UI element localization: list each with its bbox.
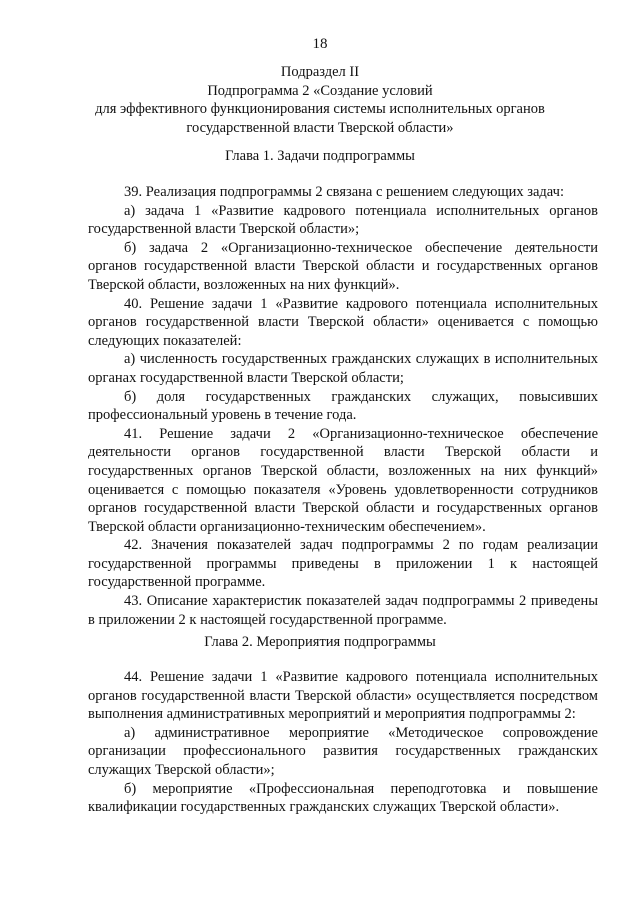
page-number: 18 bbox=[312, 36, 328, 52]
subprogram-title-line2: для эффективного функционирования системы исполнительных органов bbox=[95, 101, 545, 117]
paragraph-40b: б) доля государственных гражданских служащих, повысивших профессиональный уровень в течение года. bbox=[88, 388, 598, 424]
subsection-title: Подраздел II bbox=[280, 64, 360, 80]
paragraph-43: 43. Описание характеристик показателей задач подпрограммы 2 приведены в приложении 2 к настоящей государственной программе. bbox=[88, 593, 598, 628]
paragraph-41: 41. Решение задачи 2 «Организационно-техническое обеспечение деятельности органов государственной власти Тверской области и государственных органов Тверской области, возложенных на них функций» оценивается с помощью показателя «Уровень удовлетворенности сотрудников органов государственной власти Тверской области и государственных органов Тверской области организационно-техническим обеспечением». bbox=[88, 425, 598, 535]
paragraph-39: 39. Реализация подпрограммы 2 связана с решением следующих задач: bbox=[124, 184, 564, 200]
paragraph-44a: а) административное мероприятие «Методическое сопровождение организации профессионального развития государственных гражданских служащих Тверской области»; bbox=[88, 724, 598, 778]
paragraph-42: 42. Значения показателей задач подпрограммы 2 по годам реализации государственной программы приведены в приложении 1 к настоящей государственной программе. bbox=[88, 537, 598, 591]
paragraph-39b: б) задача 2 «Организационно-техническое обеспечение деятельности органов государственной власти Тверской области и государственных органов Тверской области, возложенных на них функций». bbox=[88, 239, 598, 293]
subprogram-title-line3: государственной власти Тверской области» bbox=[186, 119, 454, 136]
subprogram-title-line1: Подпрограмма 2 «Создание условий bbox=[207, 82, 433, 99]
paragraph-39a: а) задача 1 «Развитие кадрового потенциала исполнительных органов государственной власти Тверской области»; bbox=[88, 202, 598, 238]
subsection-heading bbox=[40, 63, 600, 137]
chapter1-title: Глава 1. Задачи подпрограммы bbox=[225, 148, 415, 164]
chapter2-title: Глава 2. Мероприятия подпрограммы bbox=[204, 634, 436, 650]
paragraph-40: 40. Решение задачи 1 «Развитие кадрового потенциала исполнительных органов государственной власти Тверской области» оценивается с помощью следующих показателей: bbox=[88, 295, 598, 349]
chapter1-body bbox=[88, 183, 598, 629]
chapter2-body bbox=[88, 668, 598, 817]
paragraph-40a: а) численность государственных гражданских служащих в исполнительных органах государственной власти Тверской области; bbox=[88, 351, 598, 386]
paragraph-44: 44. Решение задачи 1 «Развитие кадрового потенциала исполнительных органов государственной власти Тверской области» осуществляется посредством выполнения административных мероприятий и мероприятия подпрограммы 2: bbox=[88, 669, 598, 723]
paragraph-44b: б) мероприятие «Профессиональная переподготовка и повышение квалификации государственных гражданских служащих Тверской области». bbox=[88, 780, 598, 816]
